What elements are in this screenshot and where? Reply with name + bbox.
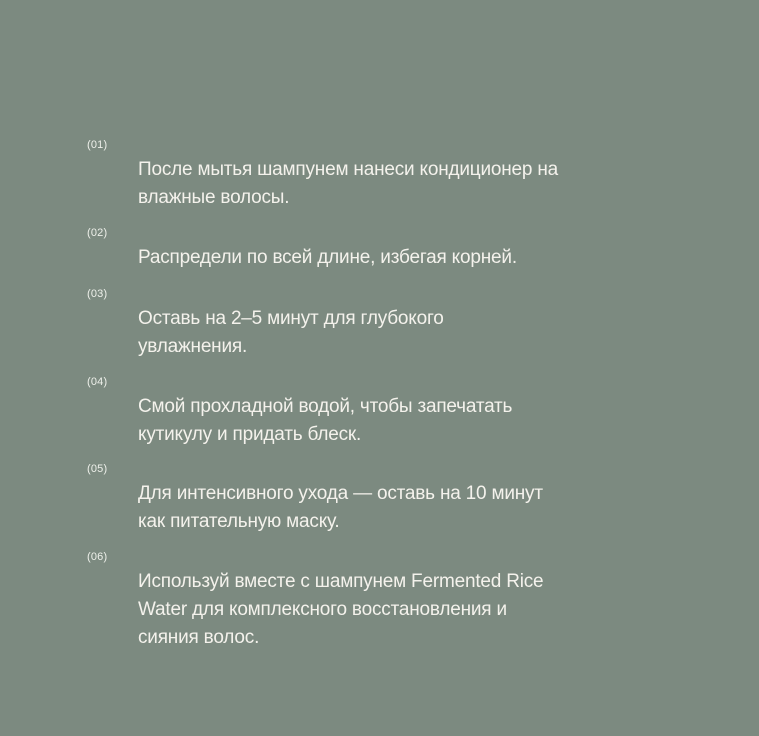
step-number: (06) <box>87 551 108 563</box>
step-number: (01) <box>87 139 108 151</box>
step-text: Оставь на 2–5 минут для глубокого увлажнения. <box>138 308 444 357</box>
step-number: (04) <box>87 376 108 388</box>
step-text: Смой прохладной водой, чтобы запечатать кутикулу и придать блеск. <box>138 396 513 445</box>
step-number: (02) <box>87 227 108 239</box>
step-text: После мытья шампунем нанеси кондиционер на влажные волосы. <box>138 159 559 208</box>
step-text: Для интенсивного ухода — оставь на 10 минут как питательную маску. <box>138 483 543 532</box>
step-text: Используй вместе с шампунем Fermented Rice Water для комплексного восстановления и сияния волос. <box>138 571 544 648</box>
step-text: Распредели по всей длине, избегая корней. <box>138 247 517 268</box>
step-number: (05) <box>87 463 108 475</box>
step-number: (03) <box>87 288 108 300</box>
